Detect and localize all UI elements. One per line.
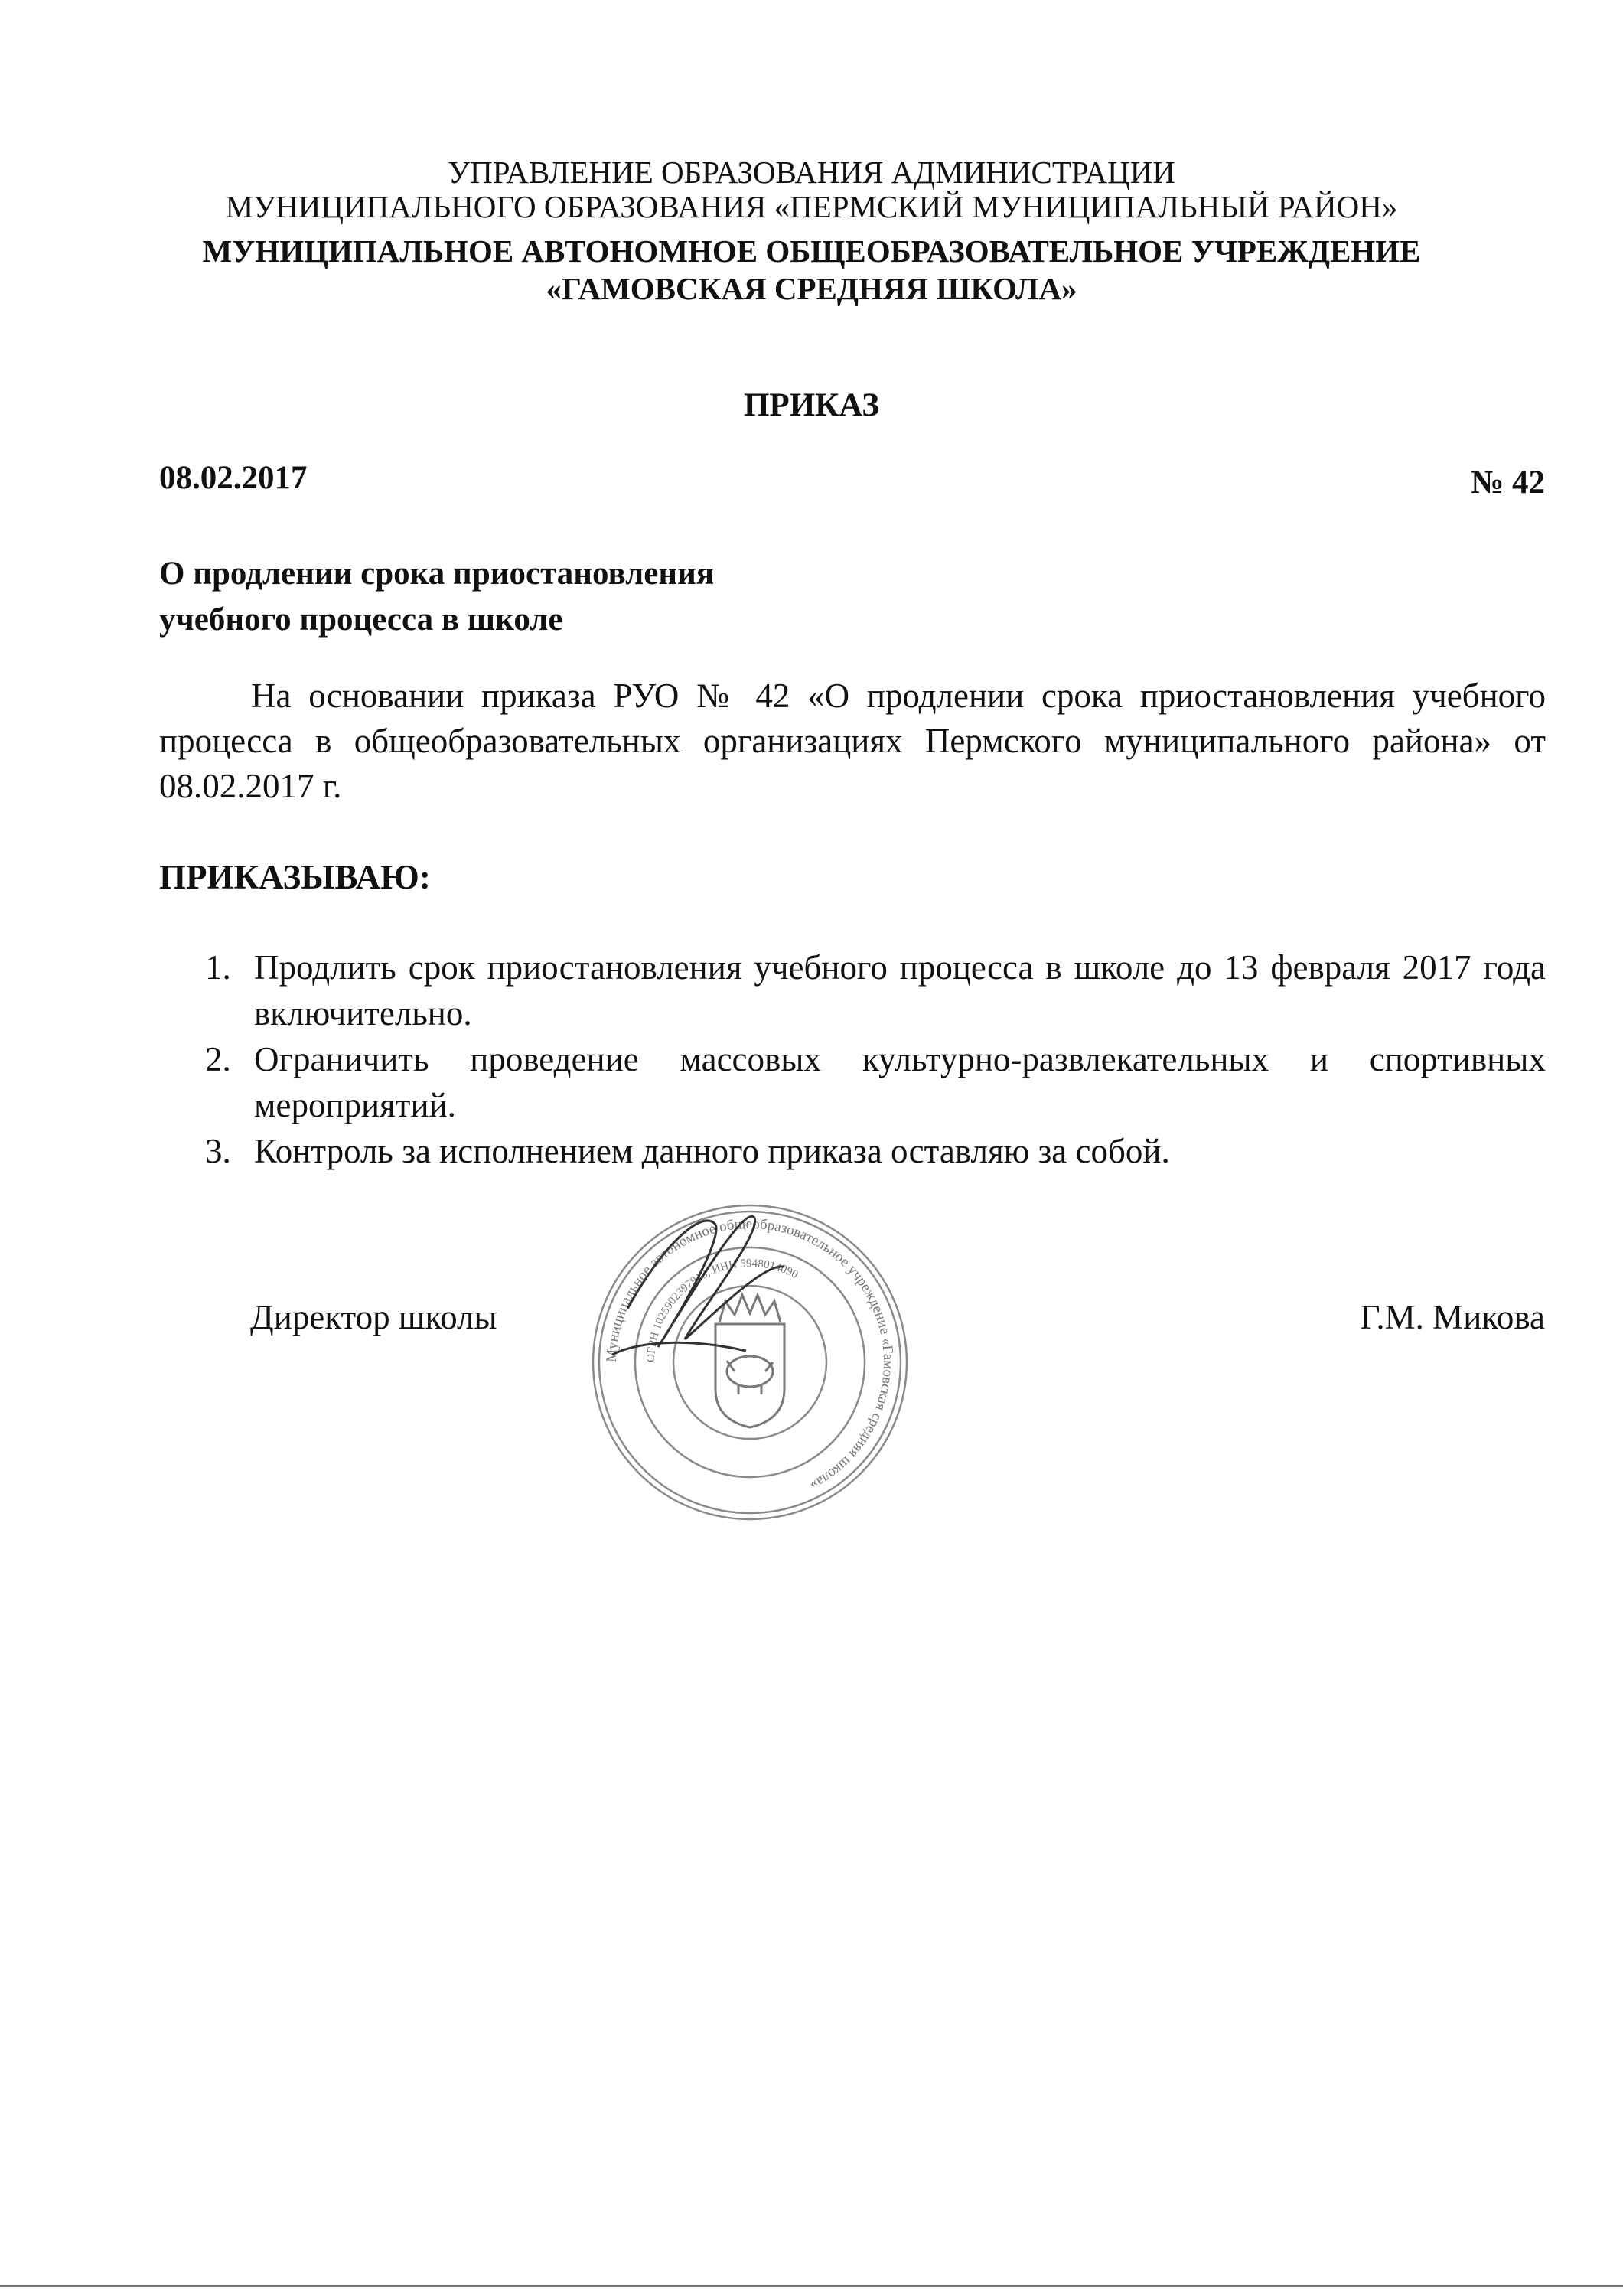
stamp-outer-ring-inner [599,1212,901,1513]
document-number: № 42 [1471,465,1545,501]
order-item-text: Контроль за исполнением данного приказа оставляю за собой. [254,1132,1170,1170]
stamp-outer-textpath: Муниципальное автономное общеобразовательное учреждение «Гамовская средняя школа» [603,1215,897,1494]
header-line-2: МУНИЦИПАЛЬНОГО ОБРАЗОВАНИЯ «ПЕРМСКИЙ МУНИЦИПАЛЬНЫЙ РАЙОН» [225,189,1398,224]
order-item-number: 2. [205,1040,231,1078]
stamp-outer-ring [593,1205,907,1519]
official-stamp [582,1194,918,1531]
scan-bottom-edge [0,2285,1623,2287]
document-subject [159,551,714,643]
header-line-1: УПРАВЛЕНИЕ ОБРАЗОВАНИЯ АДМИНИСТРАЦИИ [448,155,1175,190]
document-date: 08.02.2017 [159,460,308,496]
order-item-text: Ограничить проведение массовых культурно-развлекательных и спортивных мероприятий. [254,1040,1546,1124]
order-item-text: Продлить срок приостановления учебного процесса в школе до 13 февраля 2017 года включительно. [254,948,1546,1032]
order-item [191,944,1546,1036]
order-word: ПРИКАЗЫВАЮ: [159,858,431,896]
subject-line-1: О продлении срока приостановления [159,556,715,592]
subject-line-2: учебного процесса в школе [159,602,563,638]
signature-name: Г.М. Микова [1360,1298,1545,1336]
coat-of-arms-icon [715,1295,784,1427]
stamp-inner-textpath: ОГРН 1025902397918, ИНН 5948014090 [644,1257,800,1363]
order-items-list [191,944,1546,1174]
order-item [191,1036,1546,1128]
order-item-number: 1. [205,948,231,987]
signature-role: Директор школы [250,1298,497,1336]
header-line-3: МУНИЦИПАЛЬНОЕ АВТОНОМНОЕ ОБЩЕОБРАЗОВАТЕЛЬНОЕ УЧРЕЖДЕНИЕ [202,233,1421,269]
document-title: ПРИКАЗ [743,387,880,423]
basis-paragraph: На основании приказа РУО № 42 «О продлении срока приостановления учебного процесса в общеобразовательных организациях Пермского муниципального района» от 08.02.2017 г. [159,677,1546,805]
header-line-4: «ГАМОВСКАЯ СРЕДНЯЯ ШКОЛА» [546,271,1077,306]
order-item [191,1128,1546,1174]
stamp-inner-ring [673,1286,826,1439]
order-item-number: 3. [205,1132,231,1170]
